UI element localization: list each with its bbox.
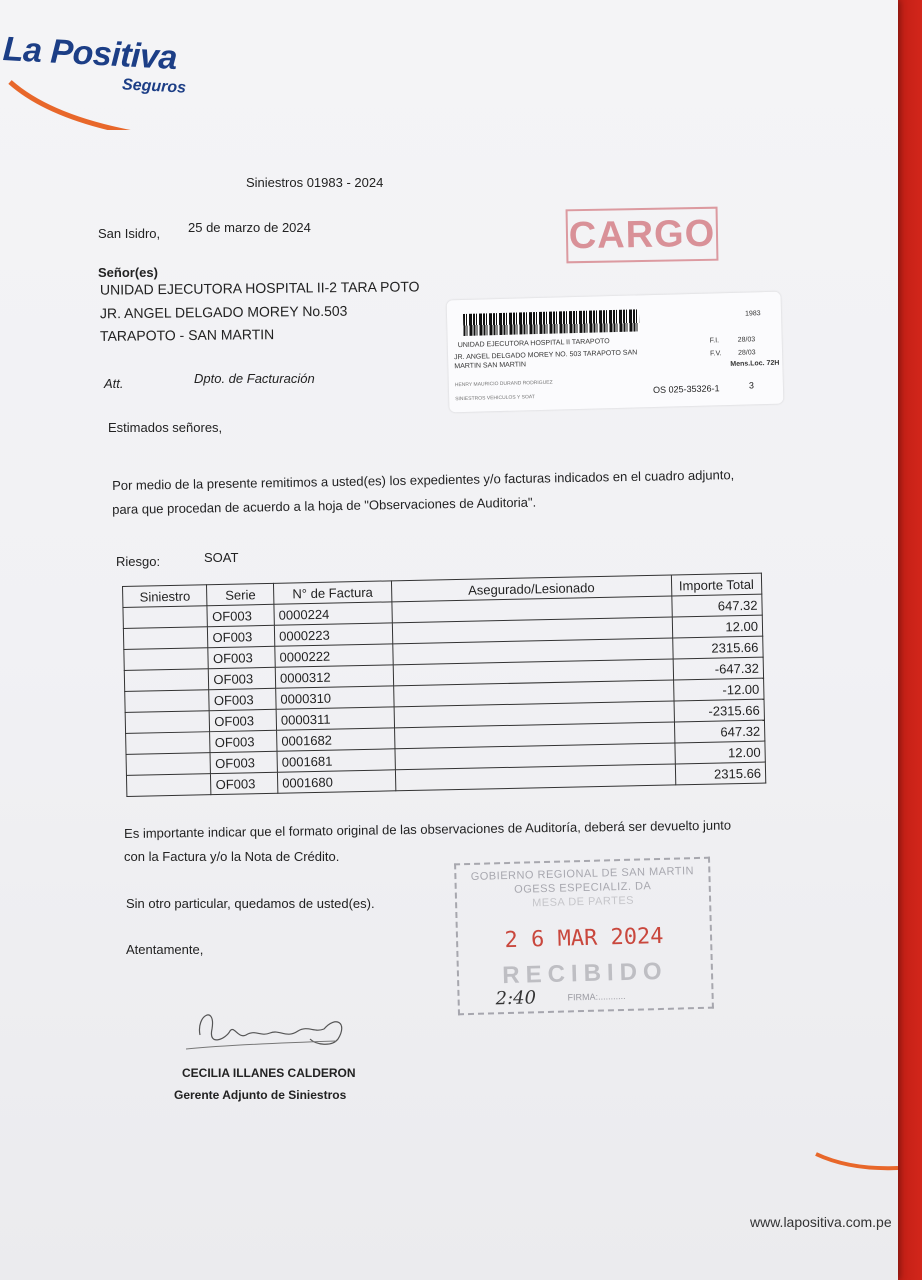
company-logo (4, 30, 214, 130)
cell-importe: 647.32 (674, 720, 765, 743)
stamp-handwritten-time: 2:40 (495, 987, 537, 1010)
cell-serie: OF003 (210, 730, 277, 752)
cell-importe: 12.00 (675, 741, 766, 764)
label-code: 1983 (744, 310, 761, 318)
barcode-icon (463, 309, 640, 336)
signer-title: Gerente Adjunto de Siniestros (174, 1088, 347, 1102)
footer-swoosh-icon (800, 1144, 898, 1184)
cell-importe: -647.32 (673, 657, 764, 680)
cell-siniestro (126, 732, 211, 755)
invoice-table (122, 573, 766, 797)
label-os: OS 025-35326-1 (652, 383, 720, 396)
closing-line: Sin otro particular, quedamos de usted(es). (126, 896, 375, 911)
signer-name: CECILIA ILLANES CALDERON (182, 1066, 356, 1080)
body-line-1: Por medio de la presente remitimos a usted(es) los expedientes y/o facturas indicados en el cuadro adjunto, (112, 467, 735, 493)
recipient-line-2: JR. ANGEL DELGADO MOREY No.503 (99, 302, 348, 322)
greeting: Estimados señores, (108, 420, 223, 435)
cell-importe: -2315.66 (674, 699, 765, 722)
cell-importe: 12.00 (672, 615, 763, 638)
logo-subtitle: Seguros (121, 76, 187, 97)
website: www.lapositiva.com.pe (750, 1214, 892, 1230)
logo-name: La Positiva (2, 30, 178, 78)
cell-serie: OF003 (209, 667, 276, 689)
risk-value: SOAT (204, 550, 239, 565)
salutation: Señor(es) (98, 265, 158, 280)
label-fi-label: F.I. (709, 337, 720, 345)
cell-siniestro (124, 648, 209, 671)
col-serie: Serie (207, 583, 274, 605)
closing-regards: Atentamente, (126, 942, 204, 957)
cell-importe: 2315.66 (675, 762, 766, 785)
note-line-1: Es importante indicar que el formato original de las observaciones de Auditoría, deberá ser devuelto junto (124, 817, 732, 841)
cell-factura: 0000310 (276, 686, 394, 709)
cell-importe: -12.00 (673, 678, 764, 701)
cell-factura: 0001680 (277, 770, 395, 793)
cell-serie: OF003 (208, 625, 275, 647)
cell-serie: OF003 (208, 646, 275, 668)
label-line-2: JR. ANGEL DELGADO MOREY NO. 503 TARAPOTO SAN (454, 349, 638, 362)
label-mens: Mens.Loc. 72H (730, 359, 780, 368)
cell-siniestro (126, 774, 211, 797)
cell-siniestro (123, 606, 208, 629)
cell-siniestro (126, 753, 211, 776)
note-line-2: con la Factura y/o la Nota de Crédito. (124, 849, 340, 864)
label-count: 3 (748, 380, 755, 391)
cell-importe: 2315.66 (672, 636, 763, 659)
cell-asegurado (395, 764, 675, 791)
col-importe: Importe Total (671, 573, 762, 596)
col-siniestro: Siniestro (123, 585, 208, 608)
cargo-stamp: CARGO (566, 207, 719, 264)
stamp-received: RECIBIDO (501, 957, 668, 990)
label-fv-label: F.V. (709, 350, 722, 358)
stamp-line-2: OGESS ESPECIALIZ. DA (514, 880, 652, 896)
label-line-3: MARTIN SAN MARTIN (454, 361, 527, 371)
cell-serie: OF003 (209, 688, 276, 710)
cell-factura: 0000224 (274, 602, 392, 625)
risk-label: Riesgo: (116, 554, 161, 569)
col-factura: N° de Factura (274, 581, 392, 604)
att-value: Dpto. de Facturación (194, 371, 315, 386)
stamp-firma: FIRMA:........... (567, 990, 626, 1003)
cell-factura: 0001682 (277, 728, 395, 751)
signature-icon (186, 995, 356, 1065)
cell-serie: OF003 (207, 604, 274, 626)
shipping-label (447, 292, 784, 413)
label-fi-value: 28/03 (737, 336, 756, 344)
place: San Isidro, (98, 226, 161, 241)
cell-siniestro (125, 690, 210, 713)
recipient-line-1: UNIDAD EJECUTORA HOSPITAL II-2 TARA POTO (99, 278, 420, 298)
cell-factura: 0000223 (274, 623, 392, 646)
document-date: 25 de marzo de 2024 (188, 220, 311, 235)
cell-factura: 0000222 (275, 644, 393, 667)
cell-importe: 647.32 (671, 594, 762, 617)
cell-siniestro (124, 669, 209, 692)
cell-factura: 0001681 (277, 749, 395, 772)
cell-siniestro (125, 711, 210, 734)
cell-serie: OF003 (211, 772, 278, 794)
att-label: Att. (104, 376, 124, 391)
cell-factura: 0000312 (275, 665, 393, 688)
label-line-4: HENRY MAURICIO DURAND RODRIGUEZ (454, 379, 553, 389)
label-line-5: SINIESTROS VEHICULOS Y SOAT (455, 394, 535, 403)
cell-siniestro (123, 627, 208, 650)
cell-serie: OF003 (210, 709, 277, 731)
label-line-1: UNIDAD EJECUTORA HOSPITAL II TARAPOTO (457, 338, 610, 350)
stamp-date: 2 6 MAR 2024 (504, 923, 664, 954)
cell-serie: OF003 (210, 751, 277, 773)
stamp-line-3: MESA DE PARTES (531, 894, 635, 910)
stamp-line-1: GOBIERNO REGIONAL DE SAN MARTIN (470, 865, 695, 883)
col-asegurado: Asegurado/Lesionado (391, 575, 671, 602)
label-fv-value: 28/03 (737, 349, 756, 357)
document-reference: Siniestros 01983 - 2024 (246, 175, 384, 190)
recipient-line-3: TARAPOTO - SAN MARTIN (99, 326, 275, 344)
cell-factura: 0000311 (276, 707, 394, 730)
body-line-2: para que procedan de acuerdo a la hoja de "Observaciones de Auditoria". (112, 494, 537, 517)
received-stamp (454, 857, 714, 1016)
